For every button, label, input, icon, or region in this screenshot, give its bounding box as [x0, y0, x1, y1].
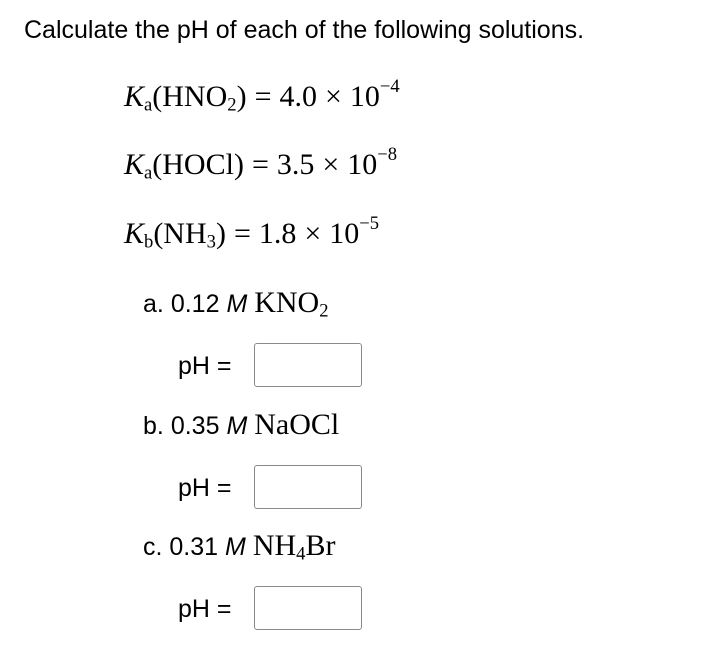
constant-species-subscript: 2	[227, 94, 237, 116]
part-label: c.	[143, 533, 163, 561]
times-sign: ×	[304, 217, 322, 250]
part-b-prompt	[143, 410, 339, 440]
part-a-prompt	[143, 286, 329, 322]
times-sign: ×	[325, 80, 342, 113]
part-unit: M	[225, 533, 246, 561]
part-formula	[254, 286, 329, 322]
constant-species: (HOCl)	[152, 148, 244, 181]
formula-subscript: 2	[319, 300, 329, 322]
constant-symbol: K	[124, 217, 145, 250]
constant-ka-hocl	[124, 144, 398, 184]
constant-base: 10	[349, 80, 380, 113]
part-label: b.	[143, 412, 164, 440]
part-concentration: 0.12	[170, 290, 220, 318]
times-sign: ×	[322, 148, 340, 181]
constant-symbol: K	[124, 80, 145, 113]
equals-sign: =	[254, 80, 272, 113]
part-concentration: 0.31	[169, 533, 219, 561]
constant-species-close: )	[215, 217, 226, 250]
part-formula	[254, 408, 339, 441]
constant-mantissa: 3.5	[276, 148, 315, 181]
formula-main: KNO	[254, 286, 320, 319]
constant-subscript: a	[144, 94, 153, 116]
equals-sign: =	[233, 217, 251, 250]
constant-base: 10	[347, 148, 378, 181]
ph-label-a: pH =	[178, 352, 232, 380]
part-formula	[252, 529, 336, 565]
constant-species: (NH	[153, 217, 207, 250]
constant-exponent: −4	[379, 76, 400, 98]
question-text: Calculate the pH of each of the following solutions.	[24, 16, 585, 44]
ph-answer-input-c[interactable]	[254, 586, 362, 630]
constant-species-close: )	[236, 80, 247, 113]
constant-exponent: −5	[359, 213, 380, 235]
constant-species-subscript: 3	[206, 231, 216, 253]
constant-species: (HNO	[152, 80, 228, 113]
ph-answer-input-b[interactable]	[254, 465, 362, 509]
constant-kb-nh3	[124, 213, 380, 253]
ph-answer-input-a[interactable]	[254, 343, 362, 387]
part-label: a.	[143, 290, 164, 318]
formula-tail: Br	[305, 529, 336, 562]
formula-main: NaOCl	[254, 408, 340, 441]
constant-symbol: K	[124, 148, 145, 181]
part-c-prompt	[143, 529, 336, 565]
constant-exponent: −8	[377, 144, 398, 166]
constant-ka-hno2	[124, 76, 400, 116]
constant-mantissa: 4.0	[279, 80, 317, 113]
constant-subscript: b	[144, 231, 154, 253]
part-concentration: 0.35	[170, 412, 220, 440]
part-unit: M	[226, 290, 248, 318]
part-unit: M	[226, 412, 248, 440]
constant-subscript: a	[144, 162, 153, 184]
constant-mantissa: 1.8	[258, 217, 297, 250]
formula-main: NH	[252, 529, 297, 562]
equals-sign: =	[251, 148, 269, 181]
ph-label-c: pH =	[178, 595, 232, 623]
constant-base: 10	[329, 217, 360, 250]
ph-label-b: pH =	[178, 474, 232, 502]
formula-subscript: 4	[296, 543, 306, 565]
